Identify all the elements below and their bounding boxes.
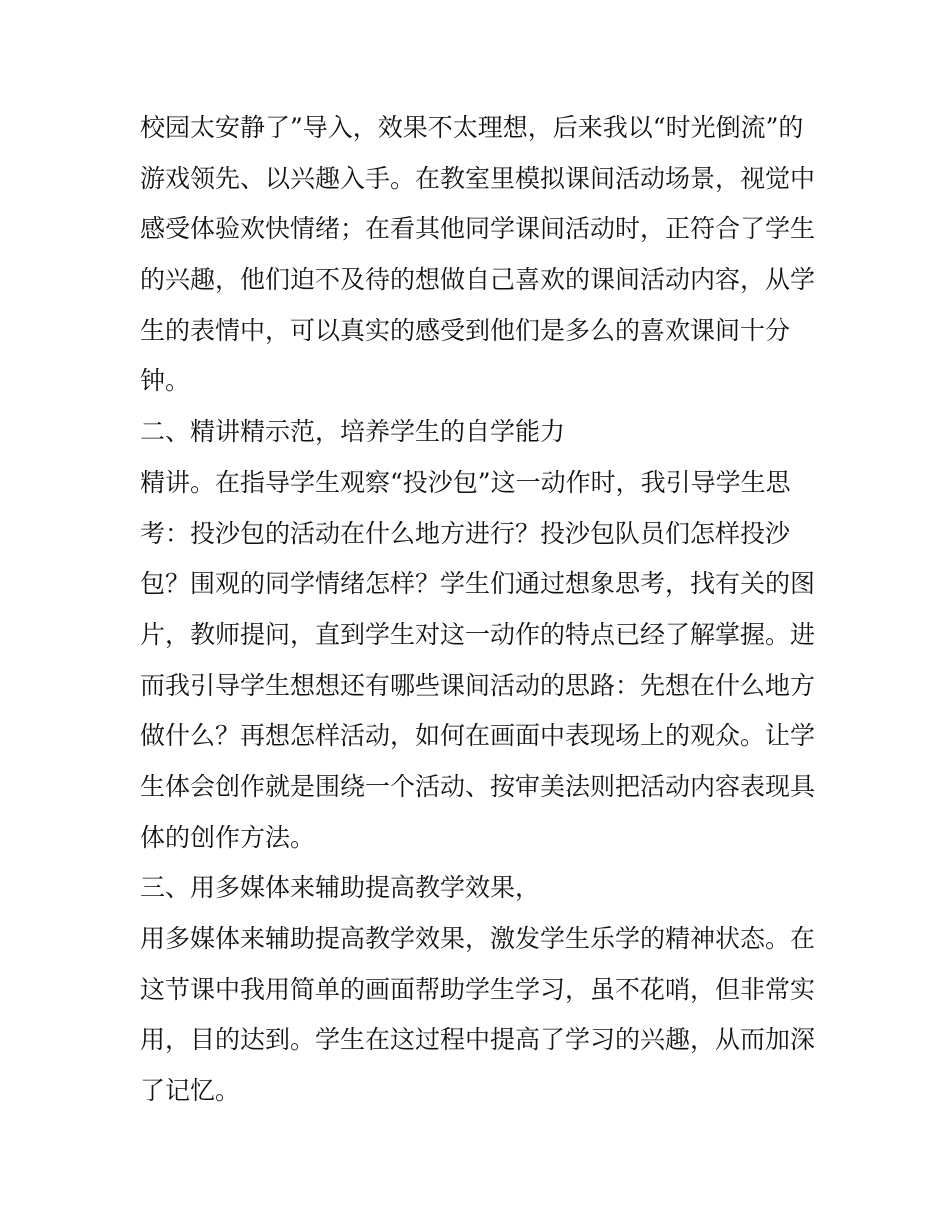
paragraph-line: 做什么？再想怎样活动，如何在画面中表现场上的观众。让学 [140,721,816,751]
paragraph-line: 了记忆。 [140,1076,241,1106]
paragraph-line: 而我引导学生想想还有哪些课间活动的思路：先想在什么地方 [140,670,816,700]
paragraph-line: 包？围观的同学情绪怎样？学生们通过想象思考，找有关的图 [140,569,816,599]
paragraph-line: 的兴趣，他们迫不及待的想做自己喜欢的课间活动内容，从学 [140,265,816,295]
paragraph-line: 钟。 [140,366,191,396]
paragraph-line: 游戏领先、以兴趣入手。在教室里模拟课间活动场景，视觉中 [140,163,816,193]
paragraph-line: 片，教师提问，直到学生对这一动作的特点已经了解掌握。进 [140,619,816,649]
paragraph-line: 体的创作方法。 [140,822,316,852]
paragraph-line: 用，目的达到。学生在这过程中提高了学习的兴趣，从而加深 [140,1025,816,1055]
section-heading: 三、用多媒体来辅助提高教学效果， [140,873,541,903]
paragraph-line: 用多媒体来辅助提高教学效果，激发学生乐学的精神状态。在 [140,924,816,953]
paragraph-line: 校园太安静了”导入，效果不太理想，后来我以“时光倒流”的 [140,113,804,142]
paragraph-line: 生的表情中，可以真实的感受到他们是多么的喜欢课间十分 [140,315,791,345]
document-body [140,103,820,1117]
section-heading: 二、精讲精示范，培养学生的自学能力 [140,417,566,447]
paragraph-line: 这节课中我用简单的画面帮助学生学习，虽不花哨，但非常实 [140,974,816,1004]
paragraph-line: 感受体验欢快情绪；在看其他同学课间活动时，正符合了学生 [140,214,816,244]
paragraph-line: 考：投沙包的活动在什么地方进行？投沙包队员们怎样投沙 [140,518,791,548]
paragraph-line: 精讲。在指导学生观察“投沙包”这一动作时，我引导学生思 [140,467,791,497]
paragraph-line: 生体会创作就是围绕一个活动、按审美法则把活动内容表现具 [140,771,816,801]
